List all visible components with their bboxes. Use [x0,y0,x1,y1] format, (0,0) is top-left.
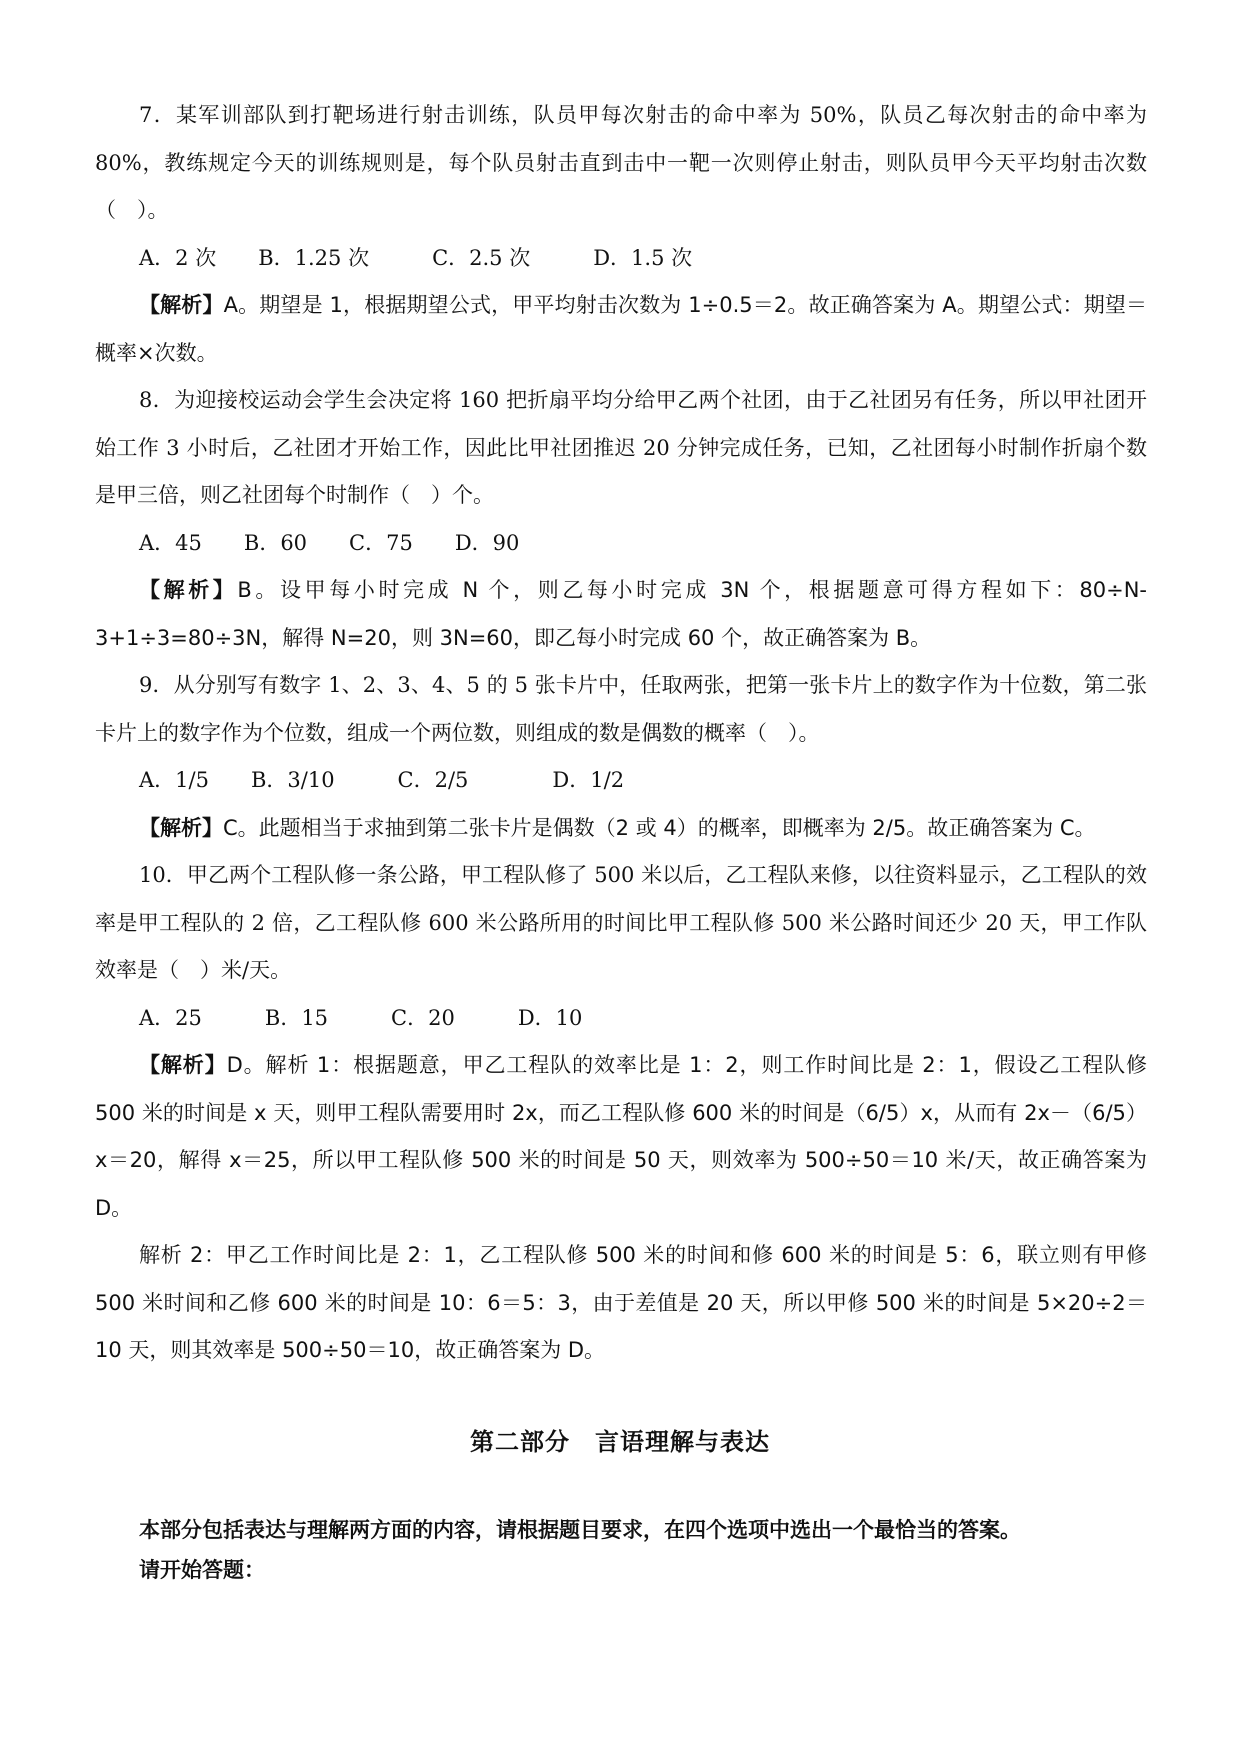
answer-label: 【解析】 [139,293,224,317]
question-stem: 8．为迎接校运动会学生会决定将 160 把折扇平均分给甲乙两个社团，由于乙社团另有任务，所以甲社团开始工作 3 小时后，乙社团才开始工作，因此比甲社团推迟 20 分钟完成任务，已知，乙社团每小时制作折扇个数是甲三倍，则乙社团每个时制作（ ）个。 [95,388,1147,507]
question-10 [95,852,1147,1375]
question-options: A．1/5 B．3/10 C．2/5 D．1/2 [139,768,625,792]
start-prompt: 请开始答题： [139,1557,265,1582]
section-title: 第二部分 言语理解与表达 [470,1427,770,1456]
question-8 [95,377,1147,662]
answer-label: 【解析】 [139,1053,227,1077]
answer-explanation-alt: 解析 2：甲乙工作时间比是 2：1，乙工程队修 500 米的时间和修 600 米的时间是 5：6，联立则有甲修 500 米时间和乙修 600 米的时间是 10：6＝5：3，由于差值是 20 天，所以甲修 500 米的时间是 5×20÷2＝10 天，则其效率是 500÷50＝10，故正确答案为 D。 [95,1243,1147,1362]
answer-text: C。此题相当于求抽到第二张卡片是偶数（2 或 4）的概率，即概率为 2/5。故正确答案为 C。 [223,815,1096,840]
question-stem: 9．从分别写有数字 1、2、3、4、5 的 5 张卡片中，任取两张，把第一张卡片上的数字作为十位数，第二张卡片上的数字作为个位数，组成一个两位数，则组成的数是偶数的概率（ ）。 [95,673,1147,745]
answer-explanation [95,805,1147,853]
question-options: A．45 B．60 C．75 D．90 [139,530,520,555]
answer-label: 【解析】 [139,815,223,840]
answer-text: A。期望是 1，根据期望公式，甲平均射击次数为 1÷0.5＝2。故正确答案为 A。期望公式：期望＝概率×次数。 [95,293,1147,365]
questions-block [95,92,1147,1375]
answer-label: 【解析】 [139,578,238,602]
question-options: A．2 次 B．1.25 次 C．2.5 次 D．1.5 次 [139,245,693,270]
question-7 [95,92,1147,377]
question-stem: 10．甲乙两个工程队修一条公路，甲工程队修了 500 米以后，乙工程队来修，以往资料显示，乙工程队的效率是甲工程队的 2 倍，乙工程队修 600 米公路所用的时间比甲工程队修 500 米公路时间还少 20 天，甲工作队效率是（ ）米/天。 [95,863,1147,982]
answer-explanation [95,1042,1147,1232]
answer-explanation [95,567,1147,662]
section-intro-block [139,1510,1139,1590]
answer-text: B。设甲每小时完成 N 个，则乙每小时完成 3N 个，根据题意可得方程如下：80÷N-3+1÷3=80÷3N，解得 N=20，则 3N=60，即乙每小时完成 60 个，故正确答案为 B。 [95,578,1147,650]
section-intro: 本部分包括表达与理解两方面的内容，请根据题目要求，在四个选项中选出一个最恰当的答案。 [139,1517,1021,1542]
question-stem: 7．某军训部队到打靶场进行射击训练，队员甲每次射击的命中率为 50%，队员乙每次射击的命中率为 80%，教练规定今天的训练规则是，每个队员射击直到击中一靶一次则停止射击，则队员甲今天平均射击次数（ ）。 [95,103,1147,222]
question-9 [95,662,1147,852]
question-options: A．25 B．15 C．20 D．10 [139,1005,583,1030]
answer-text: D。解析 1：根据题意，甲乙工程队的效率比是 1：2，则工作时间比是 2：1，假设乙工程队修 500 米的时间是 x 天，则甲工程队需要用时 2x，而乙工程队修 600 米的时间是（6/5）x，从而有 2x－（6/5）x＝20，解得 x＝25，所以甲工程队修 500 米的时间是 50 天，则效率为 500÷50＝10 米/天，故正确答案为 D。 [95,1053,1147,1220]
answer-explanation [95,282,1147,377]
